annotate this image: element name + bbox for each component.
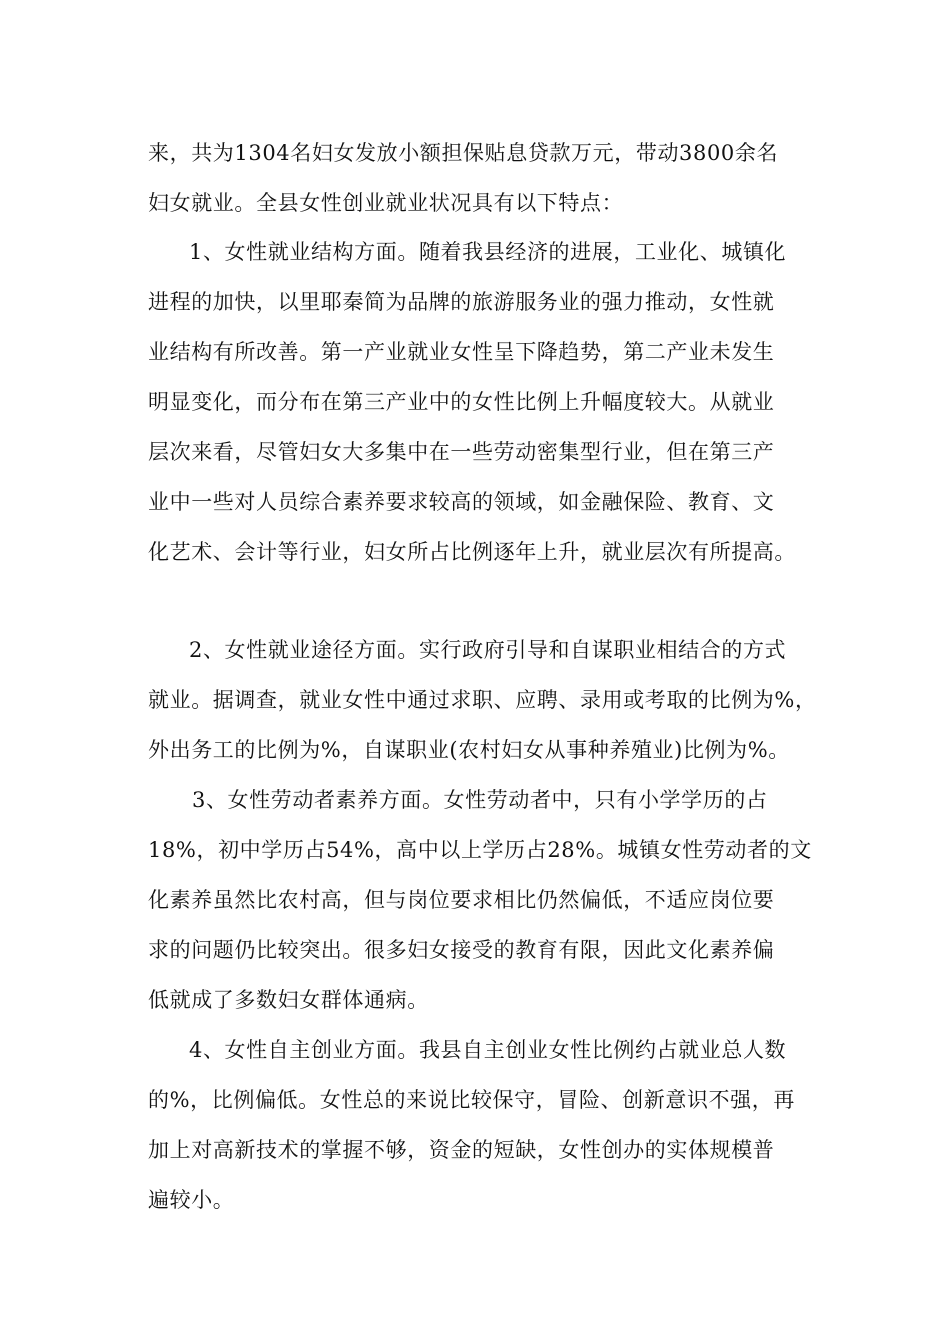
text-line: 求的问题仍比较突出。很多妇女接受的教育有限，因此文化素养偏 (148, 938, 775, 962)
text-line: 业中一些对人员综合素养要求较高的领域，如金融保险、教育、文 (148, 490, 775, 514)
text-line: 18%，初中学历占54%，高中以上学历占28%。城镇女性劳动者的文 (148, 838, 812, 862)
text-line: 业结构有所改善。第一产业就业女性呈下降趋势，第二产业未发生 (148, 340, 775, 364)
text-line: 来，共为1304名妇女发放小额担保贴息贷款万元，带动3800余名 (148, 141, 779, 165)
text-line: 低就成了多数妇女群体通病。 (148, 988, 429, 1012)
text-line: 1、女性就业结构方面。随着我县经济的进展，工业化、城镇化 (189, 240, 787, 264)
text-line: 化素养虽然比农村高，但与岗位要求相比仍然偏低，不适应岗位要 (148, 888, 775, 912)
text-line: 就业。据调查，就业女性中通过求职、应聘、录用或考取的比例为%， (148, 688, 817, 712)
text-line: 明显变化，而分布在第三产业中的女性比例上升幅度较大。从就业 (148, 390, 775, 414)
text-line: 层次来看，尽管妇女大多集中在一些劳动密集型行业，但在第三产 (148, 440, 775, 464)
text-line: 妇女就业。全县女性创业就业状况具有以下特点： (148, 191, 624, 215)
text-line: 2、女性就业途径方面。实行政府引导和自谋职业相结合的方式 (189, 638, 787, 662)
text-line: 4、女性自主创业方面。我县自主创业女性比例约占就业总人数 (189, 1038, 787, 1062)
text-line: 外出务工的比例为%，自谋职业(农村妇女从事种养殖业)比例为%。 (148, 738, 790, 762)
text-line: 加上对高新技术的掌握不够，资金的短缺，女性创办的实体规模普 (148, 1138, 775, 1162)
text-line: 遍较小。 (148, 1188, 235, 1212)
text-line: 3、女性劳动者素养方面。女性劳动者中，只有小学学历的占 (192, 788, 768, 812)
text-line: 进程的加快，以里耶秦简为品牌的旅游服务业的强力推动，女性就 (148, 290, 775, 314)
text-line: 的%，比例偏低。女性总的来说比较保守，冒险、创新意识不强，再 (148, 1088, 795, 1112)
text-line: 化艺术、会计等行业，妇女所占比例逐年上升，就业层次有所提高。 (148, 540, 796, 564)
